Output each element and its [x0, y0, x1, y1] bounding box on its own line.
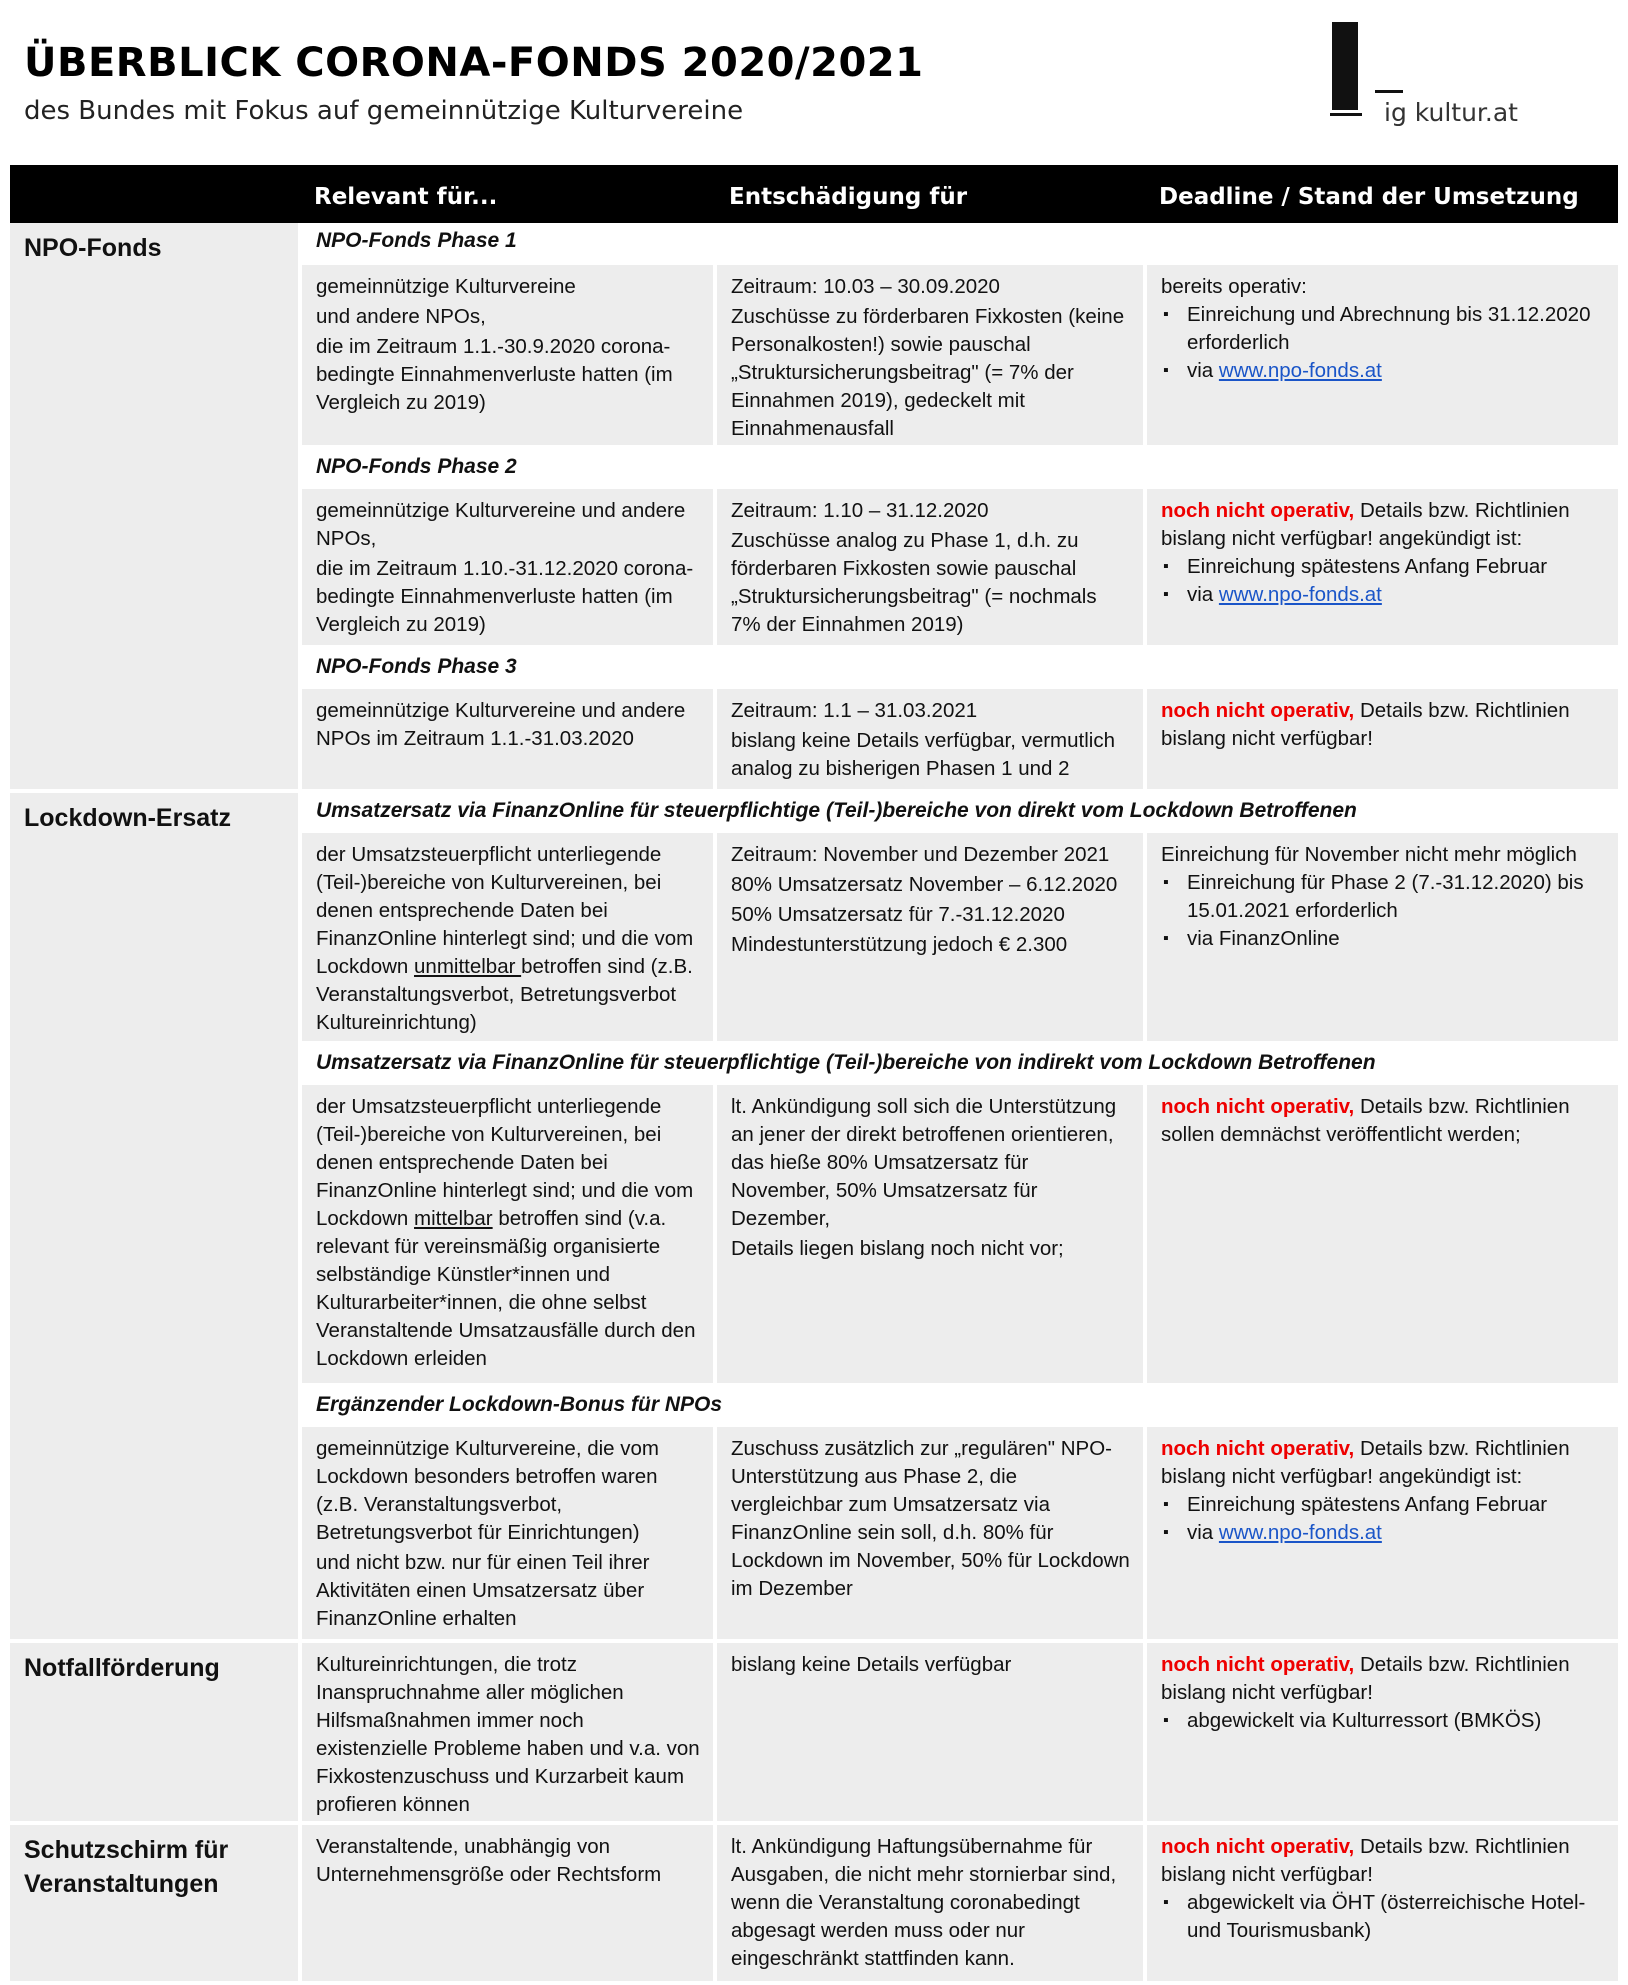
page-title: ÜBERBLICK CORONA-FONDS 2020/2021: [24, 40, 924, 86]
text-line: Zuschuss zusätzlich zur „regulären" NPO-Unterstützung aus Phase 2, die vergleichbar zum Umsatzersatz via FinanzOnline sein soll, d.h. 80% für Lockdown im November, 50% für Lockdown im Dezember: [731, 1437, 1130, 1600]
section-label: Notfallförderung: [24, 1654, 220, 1682]
text-part: der Umsatzsteuerpflicht unterliegende (Teil-)bereiche von Kulturvereinen, bei denen entsprechende Daten bei FinanzOnline hinterlegt sind; und die vom Lockdown: [316, 843, 694, 978]
via-text: via: [1187, 359, 1219, 382]
bullet-list: [1161, 1889, 1606, 1945]
text-line: die im Zeitraum 1.10.-31.12.2020 corona-bedingte Einnahmenverluste hatten (im Vergleich zu 2019): [316, 557, 694, 636]
relevant-cell: [300, 263, 715, 447]
section-label: Lockdown-Ersatz: [24, 804, 231, 832]
status-text: Einreichung für November nicht mehr möglich: [1161, 843, 1577, 866]
logo-text: ig kultur.at: [1384, 98, 1518, 127]
npo-fonds-link[interactable]: www.npo-fonds.at: [1218, 1521, 1382, 1544]
text-line: Zeitraum: November und Dezember 2021: [731, 843, 1110, 866]
subheading: NPO-Fonds Phase 3: [300, 647, 1618, 687]
text-line: gemeinnützige Kulturvereine: [316, 275, 576, 298]
list-item: ▪ Einreichung spätestens Anfang Februar: [1187, 1491, 1606, 1519]
relevant-cell: [300, 831, 715, 1043]
deadline-cell: [1145, 487, 1618, 647]
list-item: ▪ Einreichung und Abrechnung bis 31.12.2020 erforderlich: [1187, 301, 1606, 357]
list-item: ▪ via FinanzOnline: [1187, 925, 1606, 953]
text-line: gemeinnützige Kulturvereine, die vom Lockdown besonders betroffen waren (z.B. Veranstaltungsverbot, Betretungsverbot für Einrichtungen): [316, 1437, 659, 1544]
compensation-cell: [715, 487, 1145, 647]
subheading: Umsatzersatz via FinanzOnline für steuerpflichtige (Teil-)bereiche von direkt vom Lockdown Betroffenen: [300, 791, 1618, 831]
relevant-cell: [300, 1641, 715, 1823]
status-text: Details bzw. Richtlinien bislang nicht verfügbar!: [1161, 1835, 1570, 1886]
text-line: bislang keine Details verfügbar: [731, 1653, 1012, 1676]
list-item: ▪ Einreichung für Phase 2 (7.-31.12.2020) bis 15.01.2021 erforderlich: [1187, 869, 1606, 925]
table-row: [10, 1823, 1618, 1983]
text-part: betroffen sind (z.B. Veranstaltungsverbot, Betretungsverbot Kultureinrichtung): [316, 955, 693, 1034]
list-item: ▪ abgewickelt via ÖHT (österreichische Hotel- und Tourismusbank): [1187, 1889, 1606, 1945]
compensation-cell: [715, 1425, 1145, 1641]
status-text: Details bzw. Richtlinien sollen demnächst veröffentlicht werden;: [1161, 1095, 1570, 1146]
deadline-cell: [1145, 831, 1618, 1043]
text-line: und nicht bzw. nur für einen Teil ihrer Aktivitäten einen Umsatzersatz über FinanzOnline erhalten: [316, 1551, 650, 1630]
deadline-cell: [1145, 687, 1618, 791]
header-empty: [10, 165, 300, 223]
status-text: Details bzw. Richtlinien bislang nicht verfügbar!: [1161, 1653, 1570, 1704]
deadline-cell: [1145, 1083, 1618, 1385]
section-label: Schutzschirm für: [24, 1836, 229, 1864]
text-part: betroffen sind (v.a. relevant für vereinsmäßig organisierte selbständige Künstler*innen und Kulturarbeiter*innen, die ohne selbst Veranstaltende Umsatzausfälle durch den Lockdown erleiden: [316, 1207, 696, 1370]
relevant-cell: [300, 1083, 715, 1385]
section-schutzschirm: [10, 1823, 300, 1983]
status-badge: noch nicht operativ,: [1161, 699, 1355, 722]
text-line: Zuschüsse analog zu Phase 1, d.h. zu förderbaren Fixkosten sowie pauschal „Struktursicherungsbeitrag" (= nochmals 7% der Einnahmen 2019): [731, 529, 1097, 636]
section-npo-fonds: [10, 223, 300, 791]
subheading: Umsatzersatz via FinanzOnline für steuerpflichtige (Teil-)bereiche von indirekt vom Lockdown Betroffenen: [300, 1043, 1618, 1083]
compensation-cell: [715, 687, 1145, 791]
bullet-list: [1161, 1491, 1606, 1547]
table-row: [10, 223, 1618, 263]
bullet-list: [1161, 553, 1606, 609]
section-label: NPO-Fonds: [24, 234, 162, 262]
funds-table: [10, 165, 1618, 1985]
relevant-cell: [300, 1425, 715, 1641]
header-deadline: Deadline / Stand der Umsetzung: [1145, 165, 1618, 223]
section-notfallfoerderung: [10, 1641, 300, 1823]
status-badge: noch nicht operativ,: [1161, 499, 1355, 522]
status-badge: noch nicht operativ,: [1161, 1835, 1355, 1858]
status-badge: noch nicht operativ,: [1161, 1653, 1355, 1676]
text-line: lt. Ankündigung soll sich die Unterstützung an jener der direkt betroffenen orientieren, das hieße 80% Umsatzersatz für November, 50% Umsatzersatz für Dezember,: [731, 1095, 1117, 1230]
text-line: 80% Umsatzersatz November – 6.12.2020: [731, 873, 1118, 896]
header-compensation: Entschädigung für: [715, 165, 1145, 223]
text-line: Kultureinrichtungen, die trotz Inanspruchnahme aller möglichen Hilfsmaßnahmen immer noch existenzielle Probleme haben und v.a. von Fixkostenzuschuss und Kurzarbeit kaum profieren können: [316, 1653, 700, 1816]
relevant-cell: [300, 687, 715, 791]
header-relevant: Relevant für...: [300, 165, 715, 223]
npo-fonds-link[interactable]: www.npo-fonds.at: [1218, 359, 1382, 382]
text-line: lt. Ankündigung Haftungsübernahme für Ausgaben, die nicht mehr stornierbar sind, wenn die Veranstaltung coronabedingt abgesagt werden muss oder nur eingeschränkt stattfinden kann.: [731, 1835, 1117, 1970]
text-line: Zeitraum: 10.03 – 30.09.2020: [731, 275, 1000, 298]
text-line: Veranstaltende, unabhängig von Unternehmensgröße oder Rechtsform: [316, 1835, 662, 1886]
text-line: [316, 841, 701, 1037]
text-line: bislang keine Details verfügbar, vermutlich analog zu bisherigen Phasen 1 und 2: [731, 729, 1115, 780]
deadline-cell: [1145, 263, 1618, 447]
list-item: [1187, 1519, 1606, 1547]
relevant-cell: [300, 1823, 715, 1983]
text-line: 50% Umsatzersatz für 7.-31.12.2020: [731, 903, 1065, 926]
deadline-cell: [1145, 1641, 1618, 1823]
list-item: [1187, 357, 1606, 385]
list-item: [1187, 581, 1606, 609]
text-part: der Umsatzsteuerpflicht unterliegende (Teil-)bereiche von Kulturvereinen, bei denen entsprechende Daten bei FinanzOnline hinterlegt sind; und die vom Lockdown: [316, 1095, 694, 1230]
text-line: und andere NPOs,: [316, 305, 486, 328]
list-item: ▪ Einreichung spätestens Anfang Februar: [1187, 553, 1606, 581]
section-lockdown-ersatz: [10, 791, 300, 1641]
text-line: Details liegen bislang noch nicht vor;: [731, 1237, 1064, 1260]
list-item: ▪ abgewickelt via Kulturressort (BMKÖS): [1187, 1707, 1606, 1735]
status-text: Details bzw. Richtlinien bislang nicht verfügbar! angekündigt ist:: [1161, 499, 1570, 550]
relevant-cell: [300, 487, 715, 647]
bullet-list: [1161, 1707, 1606, 1735]
page-subtitle: des Bundes mit Fokus auf gemeinnützige Kulturvereine: [24, 96, 744, 126]
status-badge: noch nicht operativ,: [1161, 1437, 1355, 1460]
subheading: NPO-Fonds Phase 1: [300, 223, 1618, 263]
compensation-cell: [715, 1083, 1145, 1385]
compensation-cell: [715, 263, 1145, 447]
ig-kultur-logo: [1330, 22, 1518, 132]
text-line: die im Zeitraum 1.1.-30.9.2020 corona-bedingte Einnahmenverluste hatten (im Vergleich zu 2019): [316, 335, 673, 414]
status-text: Details bzw. Richtlinien bislang nicht verfügbar! angekündigt ist:: [1161, 1437, 1570, 1488]
compensation-cell: [715, 1823, 1145, 1983]
text-line: Zeitraum: 1.10 – 31.12.2020: [731, 499, 989, 522]
text-underlined: unmittelbar: [414, 955, 522, 978]
table-header-row: [10, 165, 1618, 223]
npo-fonds-link[interactable]: www.npo-fonds.at: [1218, 583, 1382, 606]
deadline-cell: [1145, 1425, 1618, 1641]
table-row: [10, 1641, 1618, 1823]
status-text: Details bzw. Richtlinien bislang nicht verfügbar!: [1161, 699, 1570, 750]
subheading: Ergänzender Lockdown-Bonus für NPOs: [300, 1385, 1618, 1425]
via-text: via: [1187, 583, 1219, 606]
text-line: [316, 1093, 701, 1373]
subheading: NPO-Fonds Phase 2: [300, 447, 1618, 487]
section-label: Veranstaltungen: [24, 1870, 219, 1898]
status-badge: noch nicht operativ,: [1161, 1095, 1355, 1118]
table-row: [10, 791, 1618, 831]
compensation-cell: [715, 1641, 1145, 1823]
text-line: gemeinnützige Kulturvereine und andere NPOs im Zeitraum 1.1.-31.03.2020: [316, 699, 686, 750]
status-text: bereits operativ:: [1161, 275, 1307, 298]
text-line: Mindestunterstützung jedoch € 2.300: [731, 933, 1068, 956]
bullet-list: [1161, 869, 1606, 953]
text-line: gemeinnützige Kulturvereine und andere NPOs,: [316, 499, 686, 550]
deadline-cell: [1145, 1823, 1618, 1983]
text-line: Zuschüsse zu förderbaren Fixkosten (keine Personalkosten!) sowie pauschal „Struktursicherungsbeitrag" (= 7% der Einnahmen 2019), gedeckelt mit Einnahmenausfall: [731, 305, 1125, 440]
text-line: Zeitraum: 1.1 – 31.03.2021: [731, 699, 978, 722]
text-underlined: mittelbar: [414, 1207, 493, 1230]
via-text: via: [1187, 1521, 1219, 1544]
compensation-cell: [715, 831, 1145, 1043]
bullet-list: [1161, 301, 1606, 385]
